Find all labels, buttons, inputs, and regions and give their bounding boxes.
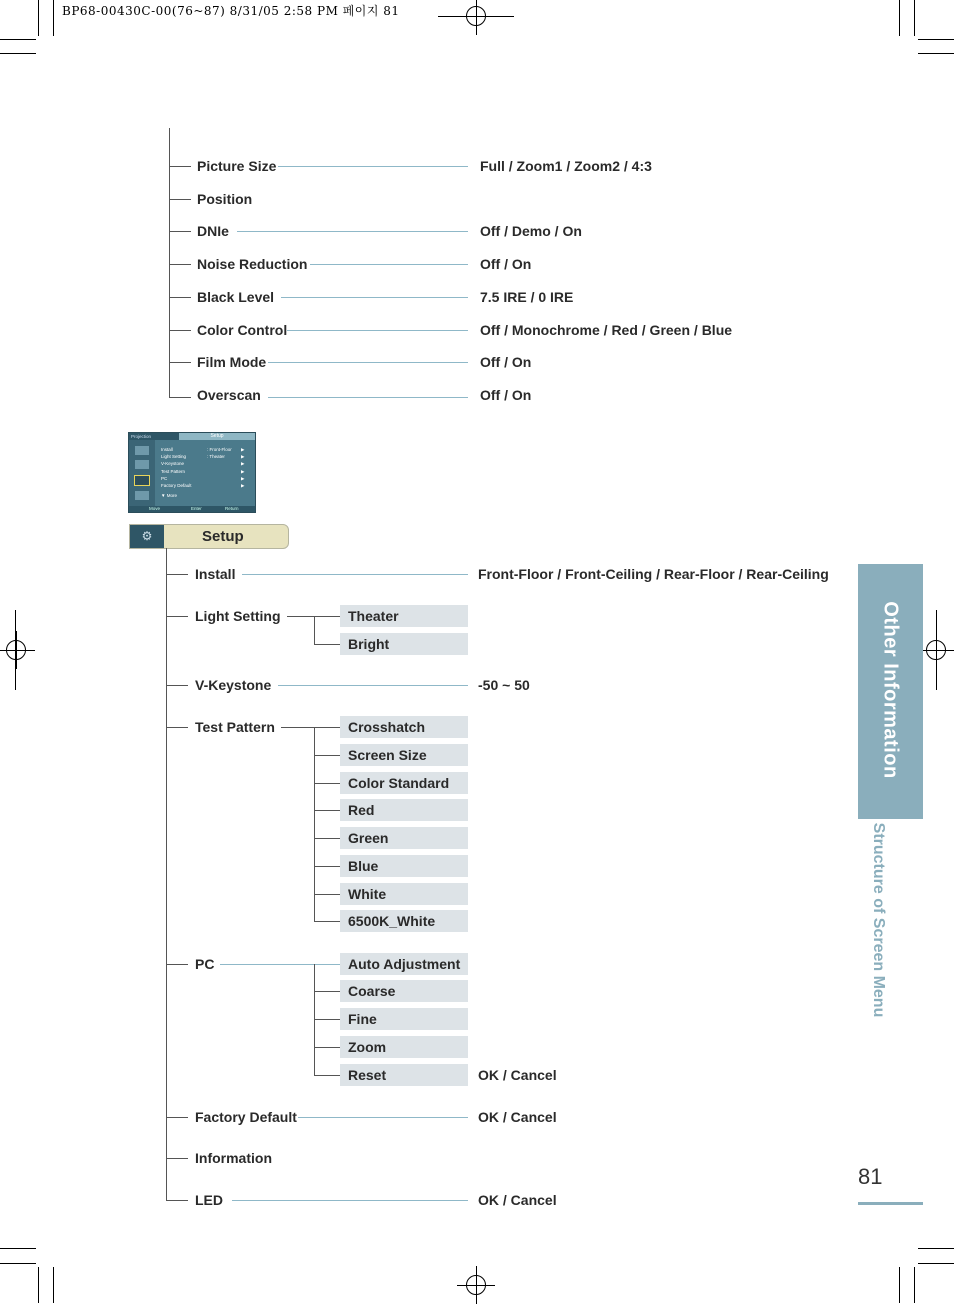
osd-value: : Front-Floor <box>207 447 232 452</box>
sub-tree-trunk <box>314 616 315 644</box>
tree-branch <box>314 810 340 811</box>
registration-mark-icon <box>0 631 35 669</box>
crop-mark <box>918 1248 954 1249</box>
menu-item-dnie: DNIe <box>197 223 229 239</box>
option-factory-default: OK / Cancel <box>478 1109 557 1125</box>
menu-item-light-setting: Light Setting <box>195 608 281 624</box>
setup-tree-trunk <box>166 548 167 1200</box>
crop-mark <box>15 610 16 690</box>
crop-mark <box>918 53 954 54</box>
tree-branch <box>166 685 188 686</box>
option-zoom: Zoom <box>340 1036 468 1058</box>
leader-line <box>232 1200 468 1201</box>
tree-branch <box>314 644 340 645</box>
option-green: Green <box>340 827 468 849</box>
registration-mark-icon <box>457 0 495 35</box>
tree-branch <box>314 1019 340 1020</box>
tree-branch <box>166 964 188 965</box>
tree-branch <box>169 362 191 363</box>
crop-mark <box>914 1267 915 1303</box>
menu-item-position: Position <box>197 191 253 207</box>
tree-branch <box>314 991 340 992</box>
osd-source-label: Projection <box>131 434 152 439</box>
tree-branch <box>169 297 191 298</box>
arrow-right-icon: ▶ <box>241 483 245 488</box>
setup-icon <box>135 476 149 485</box>
option-coarse: Coarse <box>340 980 468 1002</box>
option-6500k-white: 6500K_White <box>340 910 468 932</box>
print-header: BP68-00430C-00(76~87) 8/31/05 2:58 PM 페이지 81 <box>62 4 400 18</box>
tree-branch <box>166 1117 188 1118</box>
osd-item: Install <box>161 447 173 452</box>
leader-line <box>287 330 468 331</box>
crop-mark <box>918 1263 954 1264</box>
menu-item-noise-reduction: Noise Reduction <box>197 256 308 272</box>
menu-item-overscan: Overscan <box>197 387 261 403</box>
option-color-standard: Color Standard <box>340 772 468 794</box>
osd-item: V-Keystone <box>161 461 185 466</box>
option-install: Front-Floor / Front-Ceiling / Rear-Floor / Rear-Ceiling <box>478 566 829 582</box>
osd-item: Factory Default <box>161 483 192 488</box>
leader-line <box>281 727 340 728</box>
crop-mark <box>914 0 915 36</box>
option-dnie: Off / Demo / On <box>480 223 582 239</box>
tree-branch <box>314 866 340 867</box>
option-light-bright: Bright <box>340 633 468 655</box>
crop-mark <box>0 39 36 40</box>
leader-line <box>242 574 468 575</box>
setup-icon: ⚙ <box>130 525 164 548</box>
option-red: Red <box>340 799 468 821</box>
option-light-theater: Theater <box>340 605 468 627</box>
crop-mark <box>53 1267 54 1303</box>
sub-tree-trunk <box>314 727 315 921</box>
osd-value: : Theater <box>207 454 225 459</box>
leader-line <box>278 166 468 167</box>
menu-item-film-mode: Film Mode <box>197 354 267 370</box>
menu-item-test-pattern: Test Pattern <box>195 719 275 735</box>
osd-item: Light Setting <box>161 454 187 459</box>
picture-tree-trunk <box>169 128 170 398</box>
tree-branch <box>169 231 191 232</box>
osd-screenshot <box>128 432 256 513</box>
osd-footer-return: Return <box>225 506 239 511</box>
menu-item-black-level: Black Level <box>197 289 275 305</box>
arrow-right-icon: ▶ <box>241 461 245 466</box>
crop-mark <box>936 610 937 690</box>
page-number-rule <box>858 1202 923 1205</box>
option-picture-size: Full / Zoom1 / Zoom2 / 4:3 <box>480 158 652 174</box>
leader-line <box>278 685 468 686</box>
crop-mark <box>918 39 954 40</box>
menu-item-color-control: Color Control <box>197 322 288 338</box>
tree-branch <box>314 755 340 756</box>
arrow-right-icon: ▶ <box>241 476 245 481</box>
crop-mark <box>899 1267 900 1303</box>
sound-icon <box>135 460 149 469</box>
option-film-mode: Off / On <box>480 354 532 370</box>
menu-item-v-keystone: V-Keystone <box>195 677 272 693</box>
tree-branch <box>169 264 191 265</box>
menu-item-led: LED <box>195 1192 223 1208</box>
arrow-right-icon: ▶ <box>241 447 245 452</box>
tree-branch <box>169 397 191 398</box>
tree-branch <box>314 1047 340 1048</box>
option-noise-reduction: Off / On <box>480 256 532 272</box>
osd-item: PC <box>161 476 168 481</box>
leader-line <box>298 1117 468 1118</box>
leader-line <box>268 362 468 363</box>
tree-branch <box>314 921 340 922</box>
option-blue: Blue <box>340 855 468 877</box>
arrow-right-icon: ▶ <box>241 454 245 459</box>
leader-line <box>220 964 340 965</box>
registration-mark-icon <box>457 1266 495 1304</box>
crop-mark <box>53 0 54 36</box>
tree-branch <box>314 783 340 784</box>
option-reset: Reset <box>340 1064 468 1086</box>
tree-branch <box>166 727 188 728</box>
section-title: Other Information <box>879 601 902 779</box>
tree-branch <box>314 838 340 839</box>
menu-item-install: Install <box>195 566 236 582</box>
tree-branch <box>166 1158 188 1159</box>
option-screen-size: Screen Size <box>340 744 468 766</box>
osd-footer-enter: Enter <box>191 506 202 511</box>
osd-item: ▼ More <box>161 493 177 498</box>
tree-branch <box>169 199 191 200</box>
option-reset-value: OK / Cancel <box>478 1067 557 1083</box>
crop-mark <box>38 0 39 36</box>
osd-icon-column <box>129 440 155 506</box>
picture-icon <box>135 446 149 455</box>
option-black-level: 7.5 IRE / 0 IRE <box>480 289 574 305</box>
tree-branch <box>166 1200 188 1201</box>
option-overscan: Off / On <box>480 387 532 403</box>
tree-branch <box>314 1075 340 1076</box>
tree-branch <box>314 894 340 895</box>
option-white: White <box>340 883 468 905</box>
section-subtitle: Structure of Screen Menu <box>870 822 887 1018</box>
crop-mark <box>0 53 36 54</box>
setup-header-label: Setup <box>202 528 244 545</box>
leader-line <box>281 297 468 298</box>
crop-mark <box>0 1263 36 1264</box>
arrow-right-icon: ▶ <box>241 469 245 474</box>
osd-item: Test Pattern <box>161 469 186 474</box>
leader-line <box>268 397 468 398</box>
osd-footer-move: Move <box>149 506 161 511</box>
tree-branch <box>166 616 188 617</box>
menu-item-information: Information <box>195 1150 272 1166</box>
option-fine: Fine <box>340 1008 468 1030</box>
option-v-keystone: -50 ~ 50 <box>478 677 530 693</box>
menu-item-factory-default: Factory Default <box>195 1109 297 1125</box>
option-color-control: Off / Monochrome / Red / Green / Blue <box>480 322 733 338</box>
option-auto-adjustment: Auto Adjustment <box>340 953 468 975</box>
menu-item-pc: PC <box>195 956 215 972</box>
leader-line <box>310 264 468 265</box>
crop-mark <box>38 1267 39 1303</box>
tree-branch <box>169 166 191 167</box>
crop-mark <box>0 1248 36 1249</box>
crop-mark <box>899 0 900 36</box>
leader-line <box>237 231 468 232</box>
setup-header <box>129 524 289 549</box>
tree-branch <box>169 330 191 331</box>
input-icon <box>135 491 149 500</box>
osd-footer <box>129 506 255 512</box>
menu-item-picture-size: Picture Size <box>197 158 277 174</box>
option-crosshatch: Crosshatch <box>340 716 468 738</box>
tree-branch <box>166 574 188 575</box>
page-number: 81 <box>858 1164 883 1189</box>
osd-title: Setup <box>179 433 255 440</box>
option-led: OK / Cancel <box>478 1192 557 1208</box>
